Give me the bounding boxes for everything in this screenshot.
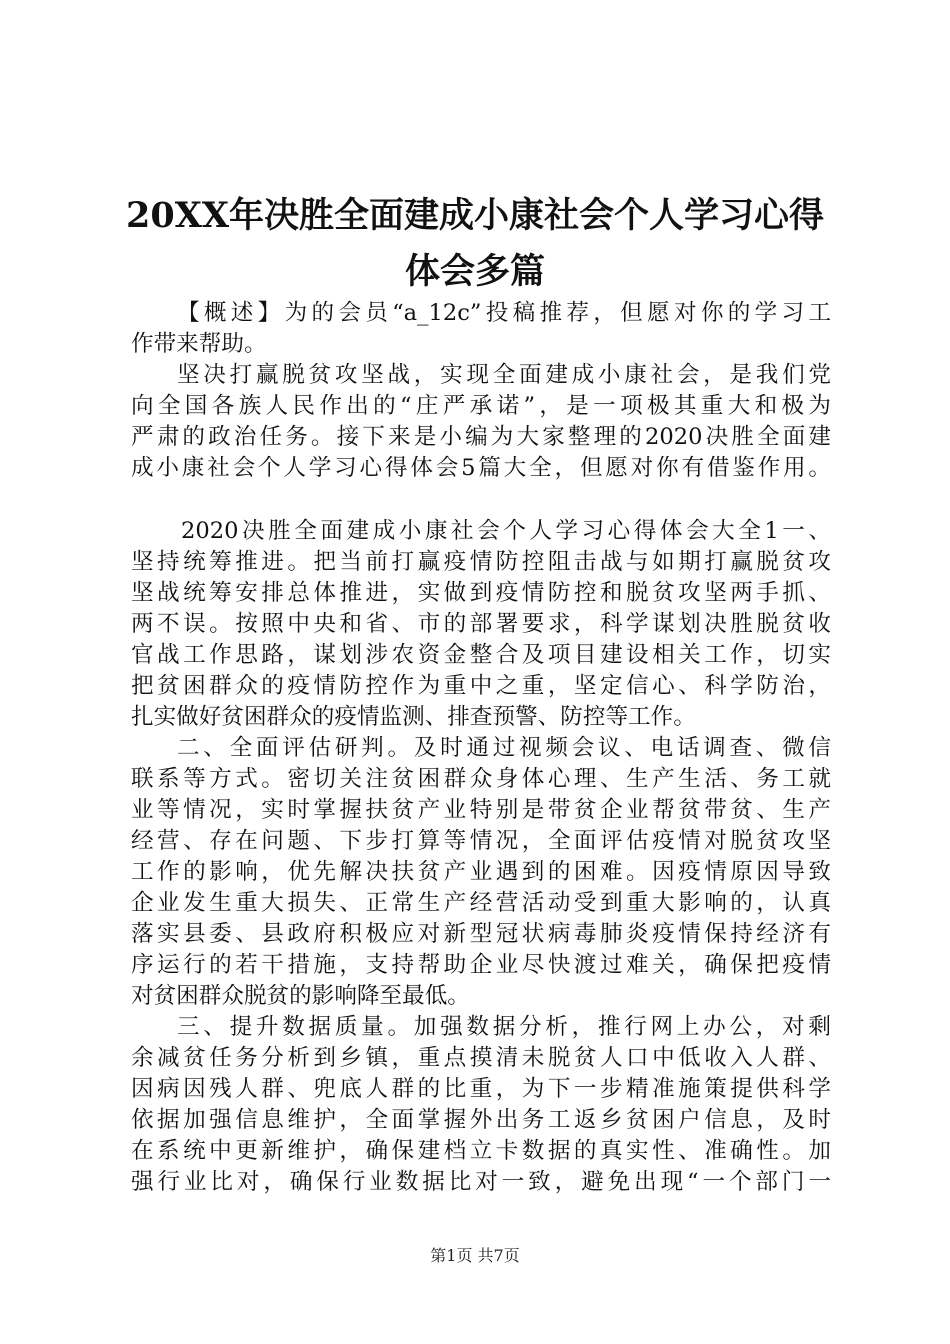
text-line: 序运行的若干措施，支持帮助企业尽快渡过难关，确保把疫情 — [131, 952, 831, 978]
text-line: 落实县委、县政府积极应对新型冠状病毒肺炎疫情保持经济有 — [131, 921, 831, 947]
text-line: 官战工作思路，谋划涉农资金整合及项目建设相关工作，切实 — [131, 642, 831, 668]
text-line: 对贫困群众脱贫的影响降至最低。 — [131, 983, 470, 1009]
text-line: 强行业比对，确保行业数据比对一致，避免出现“一个部门一 — [131, 1169, 831, 1195]
text-line: 联系等方式。密切关注贫困群众身体心理、生产生活、务工就 — [131, 766, 831, 792]
text-line: 2020决胜全面建成小康社会个人学习心得体会大全1一、 — [181, 518, 831, 544]
text-line: 企业发生重大损失、正常生产经营活动受到重大影响的，认真 — [131, 890, 831, 916]
page-footer: 第1页 共7页 — [430, 1246, 520, 1265]
text-line: 坚决打赢脱贫攻坚战，实现全面建成小康社会，是我们党 — [177, 362, 831, 388]
text-line: 余减贫任务分析到乡镇，重点摸清未脱贫人口中低收入人群、 — [131, 1045, 831, 1071]
text-line: 坚持统筹推进。把当前打赢疫情防控阻击战与如期打赢脱贫攻 — [131, 549, 831, 575]
text-line: 向全国各族人民作出的“庄严承诺”，是一项极其重大和极为 — [131, 393, 831, 419]
paragraph-summary — [131, 298, 831, 360]
text-line: 坚战统筹安排总体推进，实做到疫情防控和脱贫攻坚两手抓、 — [131, 580, 831, 606]
text-line: 经营、存在问题、下步打算等情况，全面评估疫情对脱贫攻坚 — [131, 828, 831, 854]
text-line: 工作的影响，优先解决扶贫产业遇到的困难。因疫情原因导致 — [131, 859, 831, 885]
paragraph-section-3 — [131, 1012, 831, 1198]
text-line: 在系统中更新维护，确保建档立卡数据的真实性、准确性。加 — [131, 1138, 831, 1164]
text-line: 三、提升数据质量。加强数据分析，推行网上办公，对剩 — [177, 1014, 831, 1040]
text-line: 把贫困群众的疫情防控作为重中之重，坚定信心、科学防治， — [131, 673, 831, 699]
paragraph-intro — [131, 360, 831, 484]
text-line: 两不误。按照中央和省、市的部署要求，科学谋划决胜脱贫收 — [131, 611, 831, 637]
text-line: 因病因残人群、兜底人群的比重，为下一步精准施策提供科学 — [131, 1076, 831, 1102]
document-title-line-2: 体会多篇 — [404, 251, 545, 292]
text-line: 扎实做好贫困群众的疫情监测、排查预警、防控等工作。 — [131, 704, 696, 730]
text-line: 成小康社会个人学习心得体会5篇大全，但愿对你有借鉴作用。 — [131, 455, 831, 481]
text-line: 严肃的政治任务。接下来是小编为大家整理的2020决胜全面建 — [131, 424, 831, 450]
paragraph-section-2 — [131, 733, 831, 1012]
text-line: 依据加强信息维护，全面掌握外出务工返乡贫困户信息，及时 — [131, 1107, 831, 1133]
text-line: 业等情况，实时掌握扶贫产业特别是带贫企业帮贫带贫、生产 — [131, 797, 831, 823]
text-line: 二、全面评估研判。及时通过视频会议、电话调查、微信 — [177, 735, 831, 761]
text-line: 作带来帮助。 — [131, 331, 267, 357]
text-line: 【概述】为的会员“a_12c”投稿推荐，但愿对你的学习工 — [177, 300, 831, 326]
document-title-line-1: 20XX年决胜全面建成小康社会个人学习心得 — [125, 195, 825, 236]
paragraph-section-1 — [131, 516, 831, 733]
